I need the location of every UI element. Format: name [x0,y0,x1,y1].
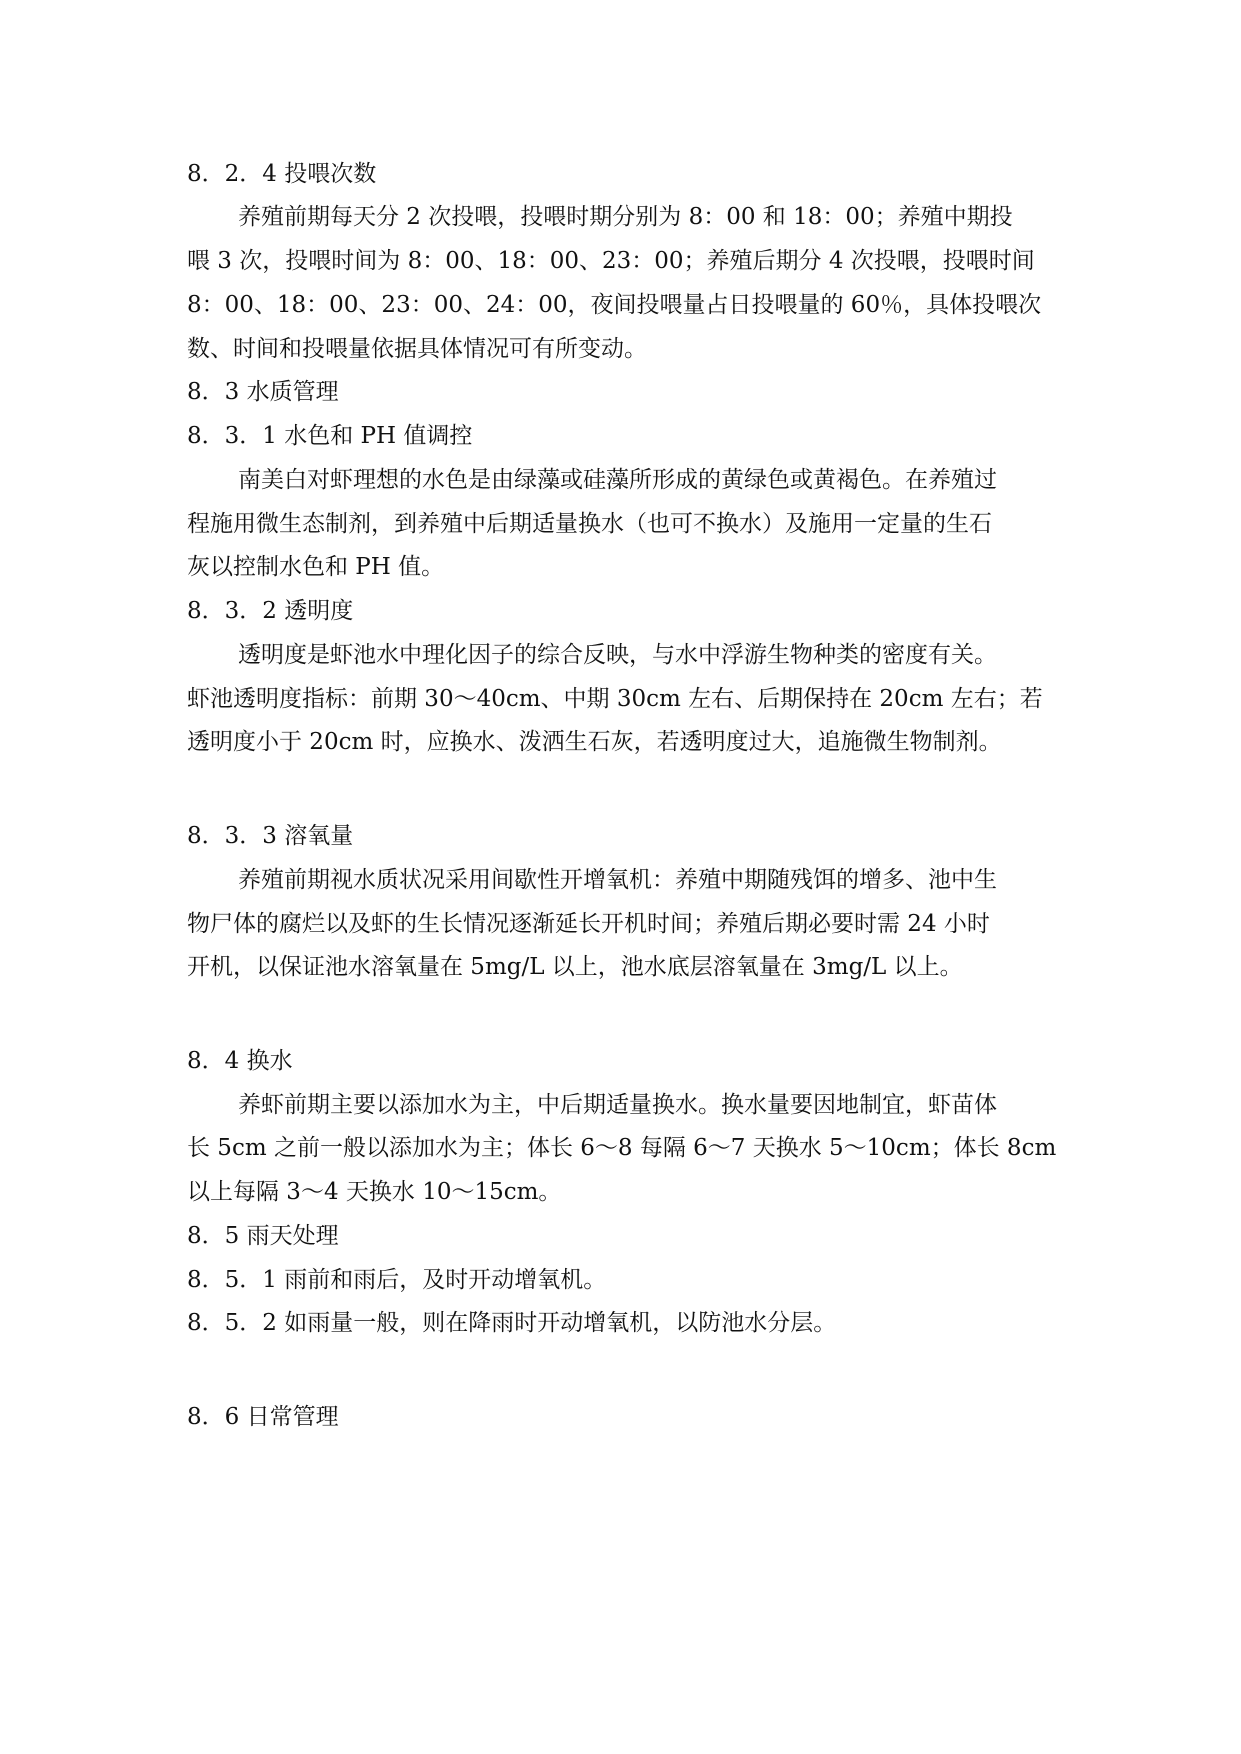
paragraph-line: 长 5cm 之前一般以添加水为主；体长 6～8 每隔 6～7 天换水 5～10cm；体长 8cm [187,1135,1057,1161]
paragraph-line: 透明度小于 20cm 时，应换水、泼洒生石灰，若透明度过大，追施微生物制剂。 [187,729,1002,755]
paragraph-line: 数、时间和投喂量依据具体情况可有所变动。 [187,336,647,362]
section-heading-8-2-4: 8．2．4 投喂次数 [187,161,377,187]
section-heading-8-5-2: 8．5．2 如雨量一般，则在降雨时开动增氧机，以防池水分层。 [187,1310,837,1336]
paragraph-line: 开机，以保证池水溶氧量在 5mg/L 以上，池水底层溶氧量在 3mg/L 以上。 [187,954,963,980]
paragraph-line: 物尸体的腐烂以及虾的生长情况逐渐延长开机时间；养殖后期必要时需 24 小时 [187,911,990,937]
paragraph-line: 以上每隔 3～4 天换水 10～15cm。 [187,1179,562,1205]
section-heading-8-3-1: 8．3．1 水色和 PH 值调控 [187,423,473,449]
section-heading-8-5-1: 8．5．1 雨前和雨后，及时开动增氧机。 [187,1267,607,1293]
section-heading-8-4: 8．4 换水 [187,1048,293,1074]
section-heading-8-3-3: 8．3．3 溶氧量 [187,823,354,849]
section-heading-8-5: 8．5 雨天处理 [187,1223,339,1249]
paragraph-line: 8：00、18：00、23：00、24：00，夜间投喂量占日投喂量的 60％，具体投喂次 [187,292,1042,318]
section-heading-8-6: 8．6 日常管理 [187,1404,339,1430]
paragraph-line: 透明度是虾池水中理化因子的综合反映，与水中浮游生物种类的密度有关。 [238,642,997,668]
paragraph-line: 养殖前期视水质状况采用间歇性开增氧机：养殖中期随残饵的增多、池中生 [238,867,997,893]
paragraph-line: 喂 3 次，投喂时间为 8：00、18：00、23：00；养殖后期分 4 次投喂，投喂时间 [187,248,1035,274]
paragraph-line: 南美白对虾理想的水色是由绿藻或硅藻所形成的黄绿色或黄褐色。在养殖过 [238,467,997,493]
paragraph-line: 养殖前期每天分 2 次投喂，投喂时期分别为 8：00 和 18：00；养殖中期投 [238,204,1013,230]
paragraph-line: 虾池透明度指标：前期 30～40cm、中期 30cm 左右、后期保持在 20cm 左右；若 [187,686,1043,712]
paragraph-line: 养虾前期主要以添加水为主，中后期适量换水。换水量要因地制宜，虾苗体 [238,1092,997,1118]
paragraph-line: 程施用微生态制剂，到养殖中后期适量换水（也可不换水）及施用一定量的生石 [187,511,992,537]
paragraph-line: 灰以控制水色和 PH 值。 [187,554,445,580]
section-heading-8-3: 8．3 水质管理 [187,379,339,405]
section-heading-8-3-2: 8．3．2 透明度 [187,598,354,624]
